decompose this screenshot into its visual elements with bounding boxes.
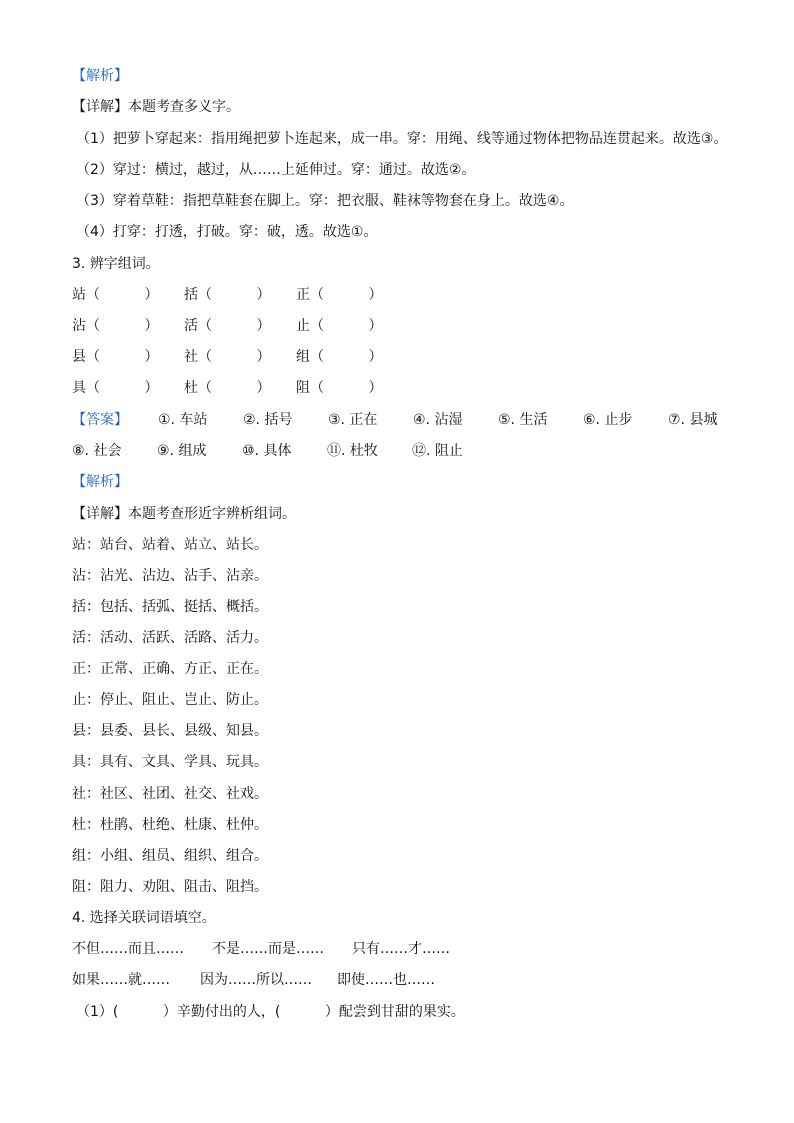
- detail-line: [72, 504, 296, 524]
- answer-item: ③. 正在: [328, 412, 378, 428]
- answer-item: ②. 括号: [243, 412, 293, 428]
- explanation-line: 阻：阻力、劝阻、阻击、阻挡。: [72, 879, 268, 895]
- conjunction-option: 如果……就……: [72, 972, 170, 988]
- detail-line: [72, 97, 240, 117]
- answer-item: ⑥. 止步: [583, 412, 633, 428]
- detail-text: 本题考查多义字。: [128, 99, 240, 115]
- answer-item: ⑦. 县城: [668, 412, 718, 428]
- word-blank: 杜（ ）: [184, 380, 271, 396]
- question-4-title: 4. 选择关联词语填空。: [72, 910, 216, 926]
- word-blank: 括（ ）: [184, 287, 271, 303]
- explanation-item-3: （3）穿着草鞋：指把草鞋套在脚上。穿：把衣服、鞋袜等物套在身上。故选④。: [76, 193, 574, 209]
- explanation-line: 站：站台、站着、站立、站长。: [72, 537, 268, 553]
- conjunction-option: 只有……才……: [352, 941, 450, 957]
- explanation-line: 括：包括、括弧、挺括、概括。: [72, 599, 268, 615]
- question-3-title: 3. 辨字组词。: [72, 256, 160, 272]
- detail-label: 【详解】: [72, 99, 128, 115]
- explanation-item-1: （1）把萝卜穿起来：指用绳把萝卜连起来，成一串。穿：用绳、线等通过物体把物品连贯起来。故选③。: [76, 131, 728, 147]
- word-blank: 活（ ）: [184, 318, 271, 334]
- detail-label: 【详解】: [72, 506, 128, 522]
- conjunction-option: 因为……所以……: [200, 972, 312, 988]
- detail-text: 本题考查形近字辨析组词。: [128, 506, 296, 522]
- conjunction-option: 不是……而是……: [212, 941, 324, 957]
- explanation-item-2: （2）穿过：横过，越过，从……上延伸过。穿：通过。故选②。: [76, 162, 476, 178]
- answer-item: ①. 车站: [158, 412, 208, 428]
- word-blank: 组（ ）: [296, 349, 383, 365]
- explanation-line: 具：具有、文具、学具、玩具。: [72, 754, 268, 770]
- explanation-line: 活：活动、活跃、活路、活力。: [72, 630, 268, 646]
- analysis-label: 【解析】: [72, 474, 128, 490]
- conjunction-option: 不但……而且……: [72, 941, 184, 957]
- answer-item: ⑩. 具体: [242, 443, 292, 459]
- answer-item: ⑪. 杜牧: [327, 443, 378, 459]
- word-blank: 止（ ）: [296, 318, 383, 334]
- word-blank: 正（ ）: [296, 287, 383, 303]
- answer-item: ⑫. 阻止: [412, 443, 463, 459]
- explanation-line: 县：县委、县长、县级、知县。: [72, 723, 268, 739]
- word-blank: 具（ ）: [72, 380, 159, 396]
- explanation-line: 沾：沾光、沾边、沾手、沾亲。: [72, 568, 268, 584]
- explanation-line: 组：小组、组员、组织、组合。: [72, 848, 268, 864]
- explanation-line: 止：停止、阻止、岂止、防止。: [72, 692, 268, 708]
- answer-item: ④. 沾湿: [413, 412, 463, 428]
- question-4-item-1: （1）( ）辛勤付出的人，( ）配尝到甘甜的果实。: [76, 1004, 465, 1020]
- word-blank: 阻（ ）: [296, 380, 383, 396]
- answer-item: ⑧. 社会: [72, 443, 122, 459]
- word-blank: 社（ ）: [184, 349, 271, 365]
- answer-item: ⑨. 组成: [157, 443, 207, 459]
- conjunction-option: 即使……也……: [337, 972, 435, 988]
- explanation-line: 社：社区、社团、社交、社戏。: [72, 786, 268, 802]
- answer-label: 【答案】: [72, 412, 128, 428]
- explanation-line: 正：正常、正确、方正、正在。: [72, 661, 268, 677]
- explanation-line: 杜：杜鹃、杜绝、杜康、杜仲。: [72, 817, 268, 833]
- word-blank: 沾（ ）: [72, 318, 159, 334]
- word-blank: 县（ ）: [72, 349, 159, 365]
- explanation-item-4: （4）打穿：打透，打破。穿：破，透。故选①。: [76, 224, 378, 240]
- analysis-label: 【解析】: [72, 68, 128, 84]
- word-blank: 站（ ）: [72, 287, 159, 303]
- answer-item: ⑤. 生活: [498, 412, 548, 428]
